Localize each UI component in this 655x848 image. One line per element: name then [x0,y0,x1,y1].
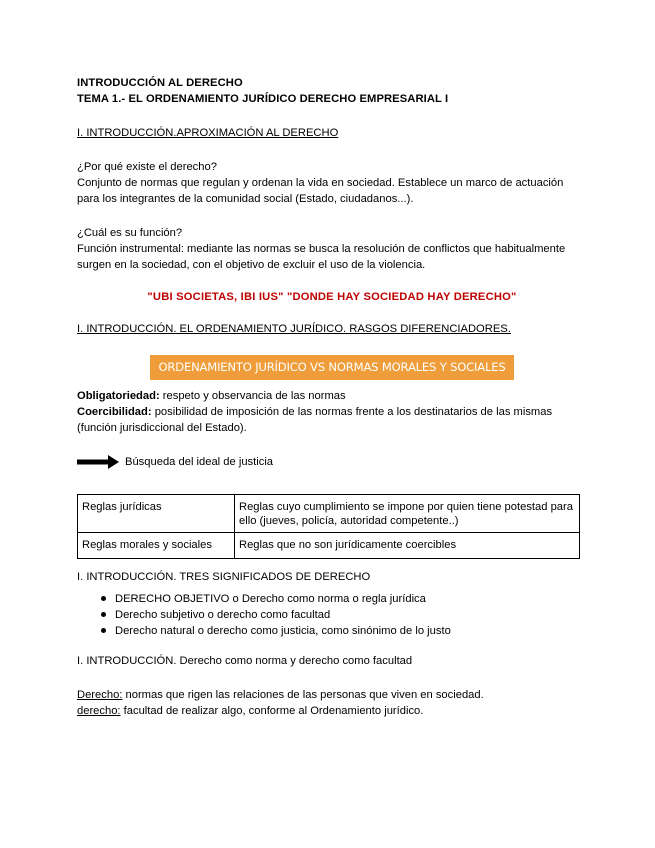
answer-function: Función instrumental: mediante las normas se busca la resolución de conflictos que habitualmente surgen en la sociedad, con el objetivo de excluir el uso de la violencia. [77,243,566,271]
obligatoriedad-text: respeto y observancia de las normas [159,390,346,402]
bullet-icon [101,596,106,601]
coercibilidad-definition [77,404,587,436]
derecho-subjetivo-definition [77,703,587,719]
table-cell: Reglas que no son jurídicamente coercibles [235,533,580,559]
coercibilidad-label: Coercibilidad: [77,406,152,418]
justice-text: Búsqueda del ideal de justicia [125,456,274,468]
table-cell: Reglas cuyo cumplimiento se impone por quien tiene potestad para ello (jueves, policía, autoridad competente..) [235,495,580,533]
justice-arrow-row [77,454,587,470]
section-heading-rasgos: I. INTRODUCCIÓN. EL ORDENAMIENTO JURÍDICO. RASGOS DIFERENCIADORES. [77,323,511,335]
derecho-text: normas que rigen las relaciones de las personas que viven en sociedad. [122,689,484,701]
derecho-label: Derecho: [77,689,123,701]
list-item [101,623,587,639]
list-item-text: Derecho natural o derecho como justicia, como sinónimo de lo justo [115,625,451,637]
latin-quote: "UBI SOCIETAS, IBI IUS" "DONDE HAY SOCIEDAD HAY DERECHO" [147,291,517,303]
bullet-icon [101,628,106,633]
obligatoriedad-definition [77,388,587,404]
document-subtitle: TEMA 1.- EL ORDENAMIENTO JURÍDICO DERECHO EMPRESARIAL I [77,93,449,105]
derecho-objetivo-definition [77,687,587,703]
derecho-lower-label: derecho: [77,705,121,717]
table-cell: Reglas jurídicas [78,495,235,533]
banner-container [77,355,587,380]
table-row [78,533,580,559]
list-item [101,607,587,623]
derecho-lower-text: facultad de realizar algo, conforme al Ordenamiento jurídico. [120,705,424,717]
table-row [78,495,580,533]
coercibilidad-text: posibilidad de imposición de las normas frente a los destinatarios de las mismas (función jurisdiccional del Estado). [77,406,553,434]
document-title: INTRODUCCIÓN AL DERECHO [77,77,243,89]
rules-table [77,494,580,559]
question-why-law: ¿Por qué existe el derecho? [77,161,217,173]
comparison-banner: ORDENAMIENTO JURÍDICO VS NORMAS MORALES Y SOCIALES [150,355,513,380]
bullet-icon [101,612,106,617]
list-item-text: DERECHO OBJETIVO o Derecho como norma o regla jurídica [115,593,426,605]
obligatoriedad-label: Obligatoriedad: [77,390,160,402]
list-item [101,591,587,607]
section-heading-significados: I. INTRODUCCIÓN. TRES SIGNIFICADOS DE DERECHO [77,571,371,583]
right-arrow-icon [77,455,119,469]
question-function: ¿Cuál es su función? [77,227,183,239]
document-page [77,75,587,719]
answer-why-law: Conjunto de normas que regulan y ordenan la vida en sociedad. Establece un marco de actuación para los integrantes de la comunidad social (Estado, ciudadanos...). [77,177,564,205]
list-item-text: Derecho subjetivo o derecho como facultad [115,609,331,621]
meanings-list [77,591,587,639]
section-heading-norma-facultad: I. INTRODUCCIÓN. Derecho como norma y derecho como facultad [77,655,413,667]
table-cell: Reglas morales y sociales [78,533,235,559]
section-heading-aproximacion: I. INTRODUCCIÓN.APROXIMACIÓN AL DERECHO [77,127,339,139]
